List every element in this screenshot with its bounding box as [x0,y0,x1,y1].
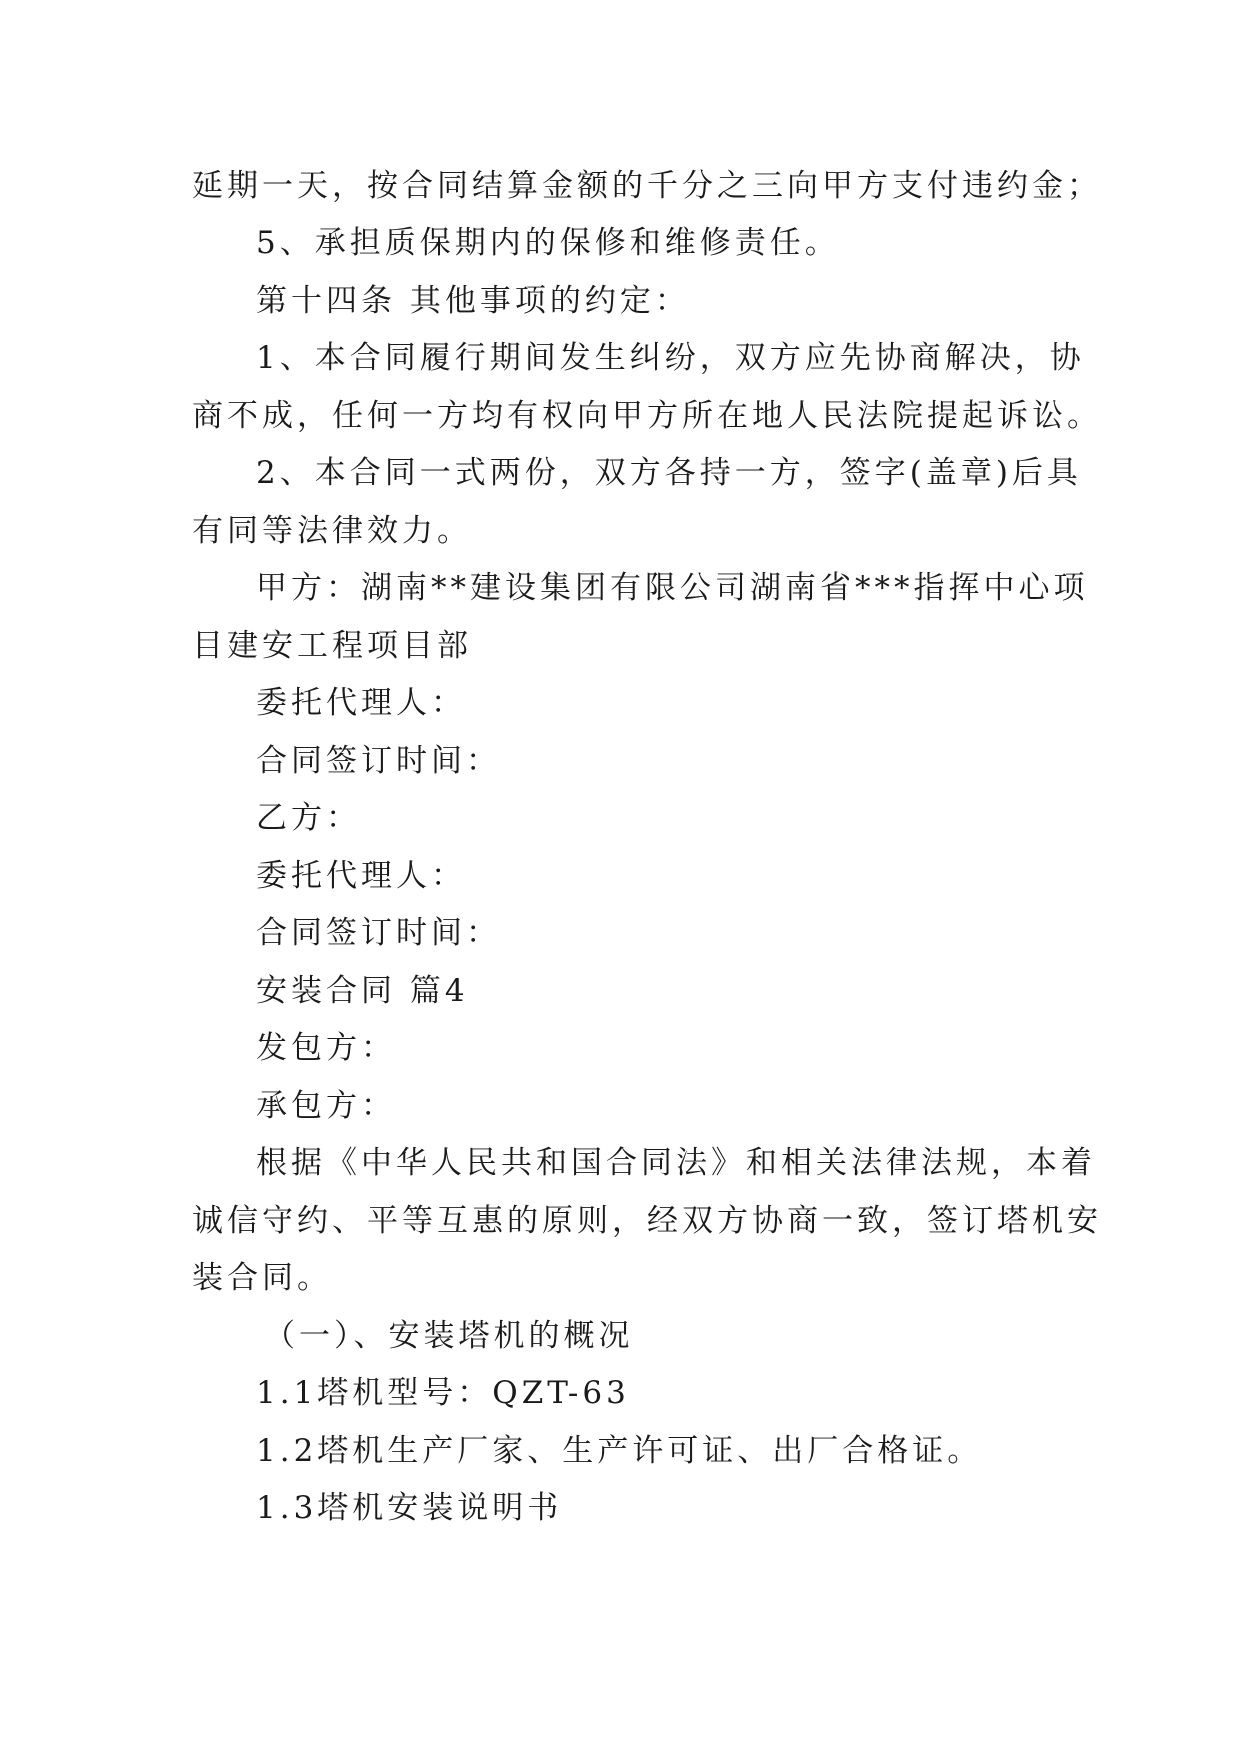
text-line: 发包方： [256,1030,396,1066]
section-heading: 第十四条 其他事项的约定： [256,283,690,319]
text-line: 承包方： [256,1088,396,1124]
text-line: 目建安工程项目部 [192,628,472,664]
text-line: 1.2塔机生产厂家、生产许可证、出厂合格证。 [256,1433,983,1469]
text-line: 1.1塔机型号：QZT-63 [256,1375,630,1411]
section-heading: （一）、安装塔机的概况 [264,1318,634,1354]
text-line: 委托代理人： [256,685,466,721]
text-line: 乙方： [256,800,361,836]
text-line: 1、本合同履行期间发生纠纷，双方应先协商解决，协 [256,340,1085,376]
text-line: 合同签订时间： [256,915,501,951]
section-heading: 安装合同 篇4 [256,973,469,1009]
text-line: 根据《中华人民共和国合同法》和相关法律法规，本着 [256,1145,1096,1181]
text-line: 5、承担质保期内的保修和维修责任。 [256,225,840,261]
text-line: 装合同。 [192,1260,332,1296]
text-line: 2、本合同一式两份，双方各持一方，签字(盖章)后具 [256,455,1082,491]
text-line: 甲方：湖南**建设集团有限公司湖南省***指挥中心项 [256,570,1089,606]
text-line: 诚信守约、平等互惠的原则，经双方协商一致，签订塔机安 [192,1203,1102,1239]
text-line: 委托代理人： [256,858,466,894]
text-line: 延期一天，按合同结算金额的千分之三向甲方支付违约金； [192,168,1102,204]
text-line: 1.3塔机安装说明书 [256,1490,563,1526]
text-line: 商不成，任何一方均有权向甲方所在地人民法院提起诉讼。 [192,398,1102,434]
text-line: 有同等法律效力。 [192,513,472,549]
text-line: 合同签订时间： [256,743,501,779]
